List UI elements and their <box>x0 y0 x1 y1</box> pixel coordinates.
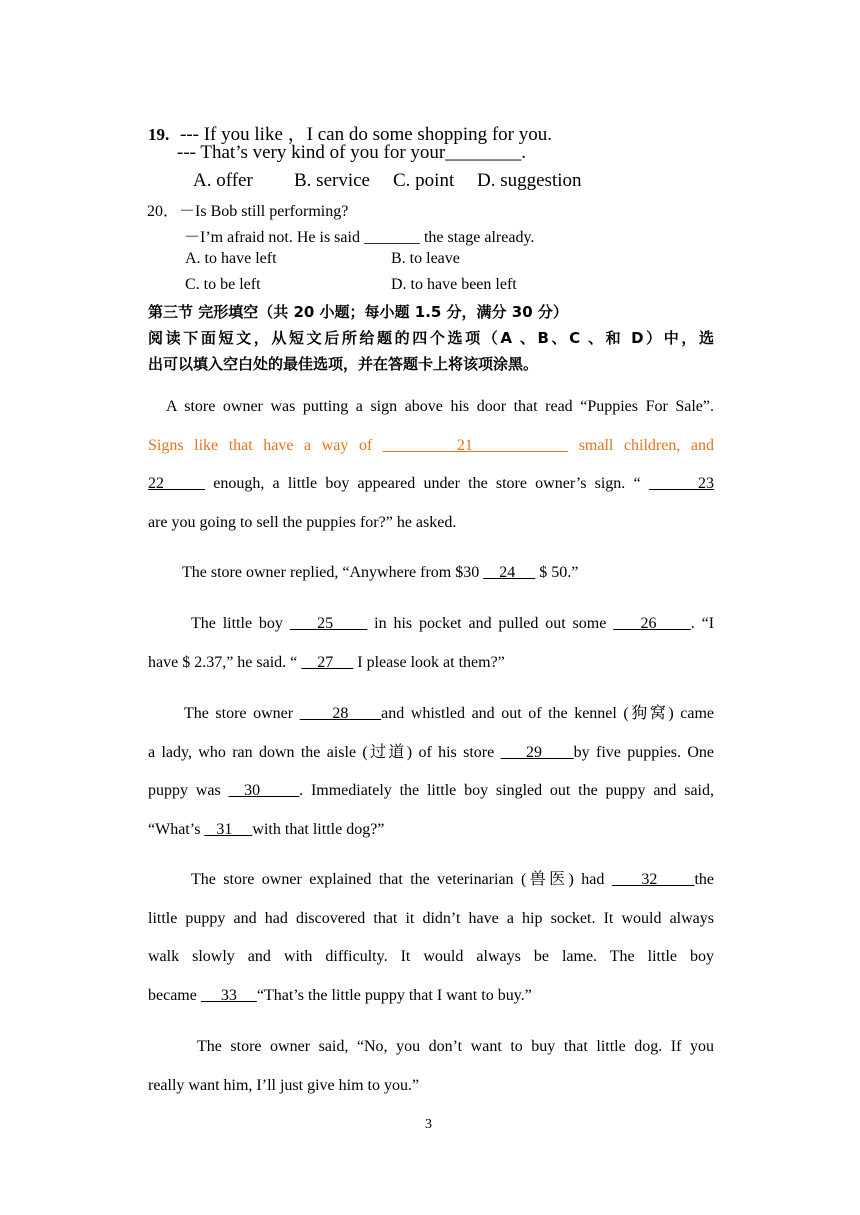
question-20-line2: －I’m afraid not. He is said _______ the stage already. <box>184 229 535 246</box>
q20-option-b: B. to leave <box>391 250 460 267</box>
question-stem: --- If you like ，I can do some shopping for you. <box>180 124 553 145</box>
paragraph-line: a lady, who ran down the aisle (过道) of his store 29 by five puppies. One <box>148 743 715 761</box>
paragraph-line: walk slowly and with difficulty. It would always be lame. The little boy <box>148 948 714 965</box>
question-number: 19. <box>148 125 170 144</box>
q19-option-d: D. suggestion <box>477 170 582 191</box>
passage-paragraph-4 <box>148 695 714 849</box>
paragraph-line: 22 enough, a little boy appeared under the store owner’s sign. “ 23 <box>148 475 715 492</box>
page-number: 3 <box>425 1117 432 1132</box>
blank-30: 30 <box>228 782 300 799</box>
blank-31: 31 <box>204 820 253 838</box>
paragraph-line: The store owner explained that the veterinarian (兽医) had 32 the <box>191 871 714 888</box>
q19-option-c: C. point <box>393 170 455 191</box>
q19-option-a: A. offer <box>193 170 253 191</box>
blank-24: 24 <box>483 564 536 581</box>
passage-paragraph-1 <box>148 388 714 542</box>
blank-27: 27 <box>301 653 354 671</box>
q19-option-b: B. service <box>294 170 370 191</box>
paragraph-line: are you going to sell the puppies for?” he asked. <box>148 513 457 531</box>
blank-29: 29 <box>500 743 574 761</box>
blank-26: 26 <box>613 615 691 632</box>
section-instruction-line1: 阅读下面短文，从短文后所给题的四个选项（A 、B、C 、和 D）中，选 <box>148 329 714 347</box>
q20-option-a: A. to have left <box>185 250 277 267</box>
blank-32: 32 <box>611 871 695 888</box>
paragraph-line: have $ 2.37,” he said. “ 27 I please look at them?” <box>148 653 505 671</box>
q20-option-c: C. to be left <box>185 276 261 293</box>
question-20-line1 <box>147 198 348 221</box>
blank-28: 28 <box>299 705 382 722</box>
paragraph-line: The little boy 25 in his pocket and pulled out some 26 . “I <box>191 615 715 632</box>
paragraph-line: “What’s 31 with that little dog?” <box>148 820 385 838</box>
passage-paragraph-6 <box>148 1028 714 1105</box>
question-19-line2: --- That’s very kind of you for your________. <box>177 142 526 163</box>
blank-22: 22 <box>148 475 206 492</box>
paragraph-line: became 33 “That’s the little puppy that I want to buy.” <box>148 986 532 1004</box>
question-stem: －Is Bob still performing? <box>179 203 349 220</box>
section-title: 第三节 完形填空（共 20 小题；每小题 1.5 分，满分 30 分） <box>148 303 568 321</box>
paragraph-line: The store owner replied, “Anywhere from $30 24 $ 50.” <box>182 564 579 581</box>
passage-paragraph-2 <box>148 554 714 593</box>
blank-25: 25 <box>289 615 368 632</box>
paragraph-line: little puppy and had discovered that it didn’t have a hip socket. It would always <box>148 909 714 927</box>
paragraph-line: A store owner was putting a sign above his door that read “Puppies For Sale”. <box>166 398 714 415</box>
passage-paragraph-5 <box>148 861 714 1015</box>
q20-option-d: D. to have been left <box>391 276 517 293</box>
paragraph-line: puppy was 30 . Immediately the little boy singled out the puppy and said, <box>148 782 715 799</box>
paragraph-line: The store owner 28 and whistled and out of the kennel (狗窝) came <box>184 705 714 722</box>
paragraph-line: The store owner said, “No, you don’t want to buy that little dog. If you <box>197 1038 714 1055</box>
question-number: 20． <box>147 203 180 220</box>
passage-paragraph-3 <box>148 605 714 682</box>
paragraph-line: Signs like that have a way of 21 small children, and <box>148 436 715 454</box>
blank-21: 21 <box>382 436 569 454</box>
paragraph-line: really want him, I’ll just give him to you.” <box>148 1076 420 1094</box>
section-instruction-line2: 出可以填入空白处的最佳选项，并在答题卡上将该项涂黑。 <box>148 355 539 373</box>
blank-33: 33 <box>200 986 257 1004</box>
blank-23: 23 <box>648 475 715 492</box>
